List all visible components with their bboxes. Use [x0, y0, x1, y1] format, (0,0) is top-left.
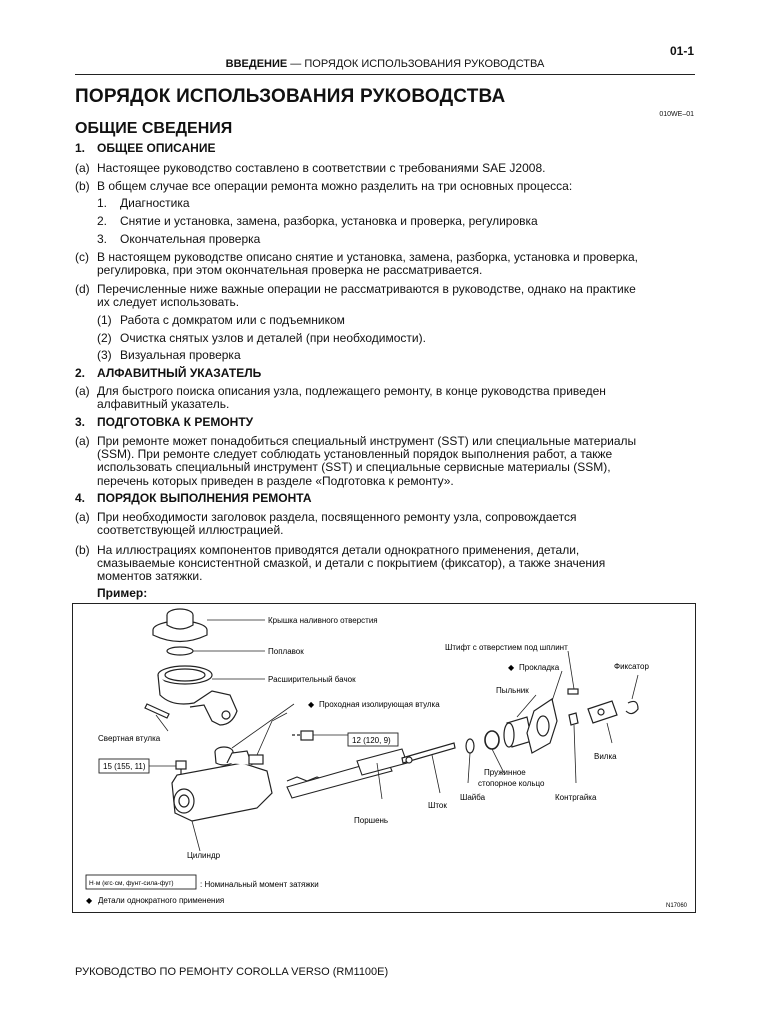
item-text: На иллюстрациях компонентов приводятся детали однократного применения, детали,: [97, 543, 580, 557]
item-text-cont: смазываемые консистентной смазкой, и детали с покрытием (фиксатор), а также значения: [97, 556, 606, 570]
item-text-cont: моментов затяжки.: [97, 569, 203, 583]
item-text-cont: алфавитный указатель.: [97, 397, 230, 411]
label-clevis: Вилка: [594, 752, 617, 761]
torque-units: Н·м (кгс·см, фунт-сила-фут): [89, 880, 174, 887]
item-marker: (c): [75, 250, 89, 264]
nonreusable-legend-text: Детали однократного применения: [98, 896, 225, 905]
item-text: При необходимости заголовок раздела, посвященного ремонту узла, сопровождается: [97, 510, 577, 524]
item-text-cont: (SSM). При ремонте следует соблюдать установленный порядок выполнения работ, а также: [97, 447, 613, 461]
section-4-number: 4.: [75, 491, 86, 505]
section-3-title: ПОДГОТОВКА К РЕМОНТУ: [97, 415, 254, 429]
footer: РУКОВОДСТВО ПО РЕМОНТУ COROLLA VERSO (RM1100E): [75, 966, 389, 978]
diamond-icon: ◆: [508, 663, 515, 672]
subitem-marker: (3): [97, 348, 112, 362]
diamond-icon: ◆: [86, 896, 93, 905]
label-gasket: Прокладка: [519, 663, 560, 672]
running-header: [75, 58, 695, 70]
subitem-marker: (1): [97, 313, 112, 327]
header-bold: ВВЕДЕНИЕ: [225, 58, 288, 70]
item-marker: (a): [75, 161, 90, 175]
label-filler-cap: Крышка наливного отверстия: [268, 616, 378, 625]
page-number: 01-1: [669, 44, 694, 58]
item-text: В общем случае все операции ремонта можно разделить на три основных процесса:: [97, 179, 573, 193]
item-marker: (a): [75, 384, 90, 398]
item-text: Настоящее руководство составлено в соответствии с требованиями SAE J2008.: [97, 161, 546, 175]
subitem-text: Снятие и установка, замена, разборка, установка и проверка, регулировка: [120, 214, 538, 228]
section-1-number: 1.: [75, 141, 86, 155]
torque-legend-text: : Номинальный момент затяжки: [200, 880, 319, 889]
section-1-title: ОБЩЕЕ ОПИСАНИЕ: [97, 141, 216, 155]
header-rule: [75, 74, 695, 75]
subitem-marker: 1.: [97, 196, 108, 210]
example-label: Пример:: [97, 586, 148, 600]
item-text-cont: использовать специальный инструмент (SST) и специальные сервисные материалы (SSM),: [97, 460, 611, 474]
diamond-icon: ◆: [308, 700, 315, 709]
item-text: Перечисленные ниже важные операции не рассматриваются в руководстве, однако на практике: [97, 282, 636, 296]
label-lock-nut: Контргайка: [555, 793, 597, 802]
item-text: При ремонте может понадобиться специальный инструмент (SST) или специальные материалы: [97, 434, 637, 448]
subitem-text: Диагностика: [120, 196, 190, 210]
section-3-number: 3.: [75, 415, 86, 429]
label-cotter-pin: Штифт с отверстием под шплинт: [445, 643, 568, 652]
label-float: Поплавок: [268, 647, 304, 656]
item-text: Для быстрого поиска описания узла, подлежащего ремонту, в конце руководства приведен: [97, 384, 606, 398]
section-heading: ОБЩИЕ СВЕДЕНИЯ: [75, 120, 233, 137]
label-cylinder: Цилиндр: [187, 851, 221, 860]
label-washer: Шайба: [460, 793, 486, 802]
figure-code: N17060: [666, 903, 688, 909]
page-title: ПОРЯДОК ИСПОЛЬЗОВАНИЯ РУКОВОДСТВА: [75, 86, 506, 107]
document-code: 010WE–01: [659, 111, 694, 118]
float-icon: [167, 647, 193, 655]
label-snap-ring: Пружинное стопорное кольцо: [478, 768, 545, 788]
section-2-title: АЛФАВИТНЫЙ УКАЗАТЕЛЬ: [97, 366, 262, 380]
label-grommet: Проходная изолирующая втулка: [319, 700, 440, 709]
item-marker: (d): [75, 282, 90, 296]
item-marker: (b): [75, 179, 90, 193]
label-boot: Пыльник: [496, 686, 529, 695]
torque-value-left: 15 (155, 11): [103, 762, 146, 771]
subitem-text: Визуальная проверка: [120, 348, 241, 362]
label-spring-pin: Свертная втулка: [98, 734, 161, 743]
item-marker: (a): [75, 510, 90, 524]
subitem-text: Очистка снятых узлов и деталей (при необходимости).: [120, 331, 426, 345]
item-text-cont: перечень которых приведен в разделе «Подготовка к ремонту».: [97, 474, 454, 488]
item-text: В настоящем руководстве описано снятие и установка, замена, разборка, установка и проверка,: [97, 250, 638, 264]
item-text-cont: соответствующей иллюстрацией.: [97, 523, 284, 537]
torque-value-right: 12 (120, 9): [352, 736, 391, 745]
section-4-title: ПОРЯДОК ВЫПОЛНЕНИЯ РЕМОНТА: [97, 491, 312, 505]
label-clip: Фиксатор: [614, 662, 649, 671]
label-reservoir: Расширительный бачок: [268, 675, 356, 684]
label-rod: Шток: [428, 801, 447, 810]
component-diagram: [72, 603, 696, 913]
item-text-cont: регулировка, при этом окончательная проверка не рассматривается.: [97, 263, 483, 277]
subitem-text: Окончательная проверка: [120, 232, 261, 246]
section-2-number: 2.: [75, 366, 86, 380]
subitem-marker: (2): [97, 331, 112, 345]
label-piston: Поршень: [354, 816, 389, 825]
item-text-cont: их следует использовать.: [97, 295, 240, 309]
subitem-marker: 3.: [97, 232, 108, 246]
header-rest: — ПОРЯДОК ИСПОЛЬЗОВАНИЯ РУКОВОДСТВА: [287, 58, 545, 70]
subitem-marker: 2.: [97, 214, 108, 228]
item-marker: (b): [75, 543, 90, 557]
subitem-text: Работа с домкратом или с подъемником: [120, 313, 345, 327]
item-marker: (a): [75, 434, 90, 448]
